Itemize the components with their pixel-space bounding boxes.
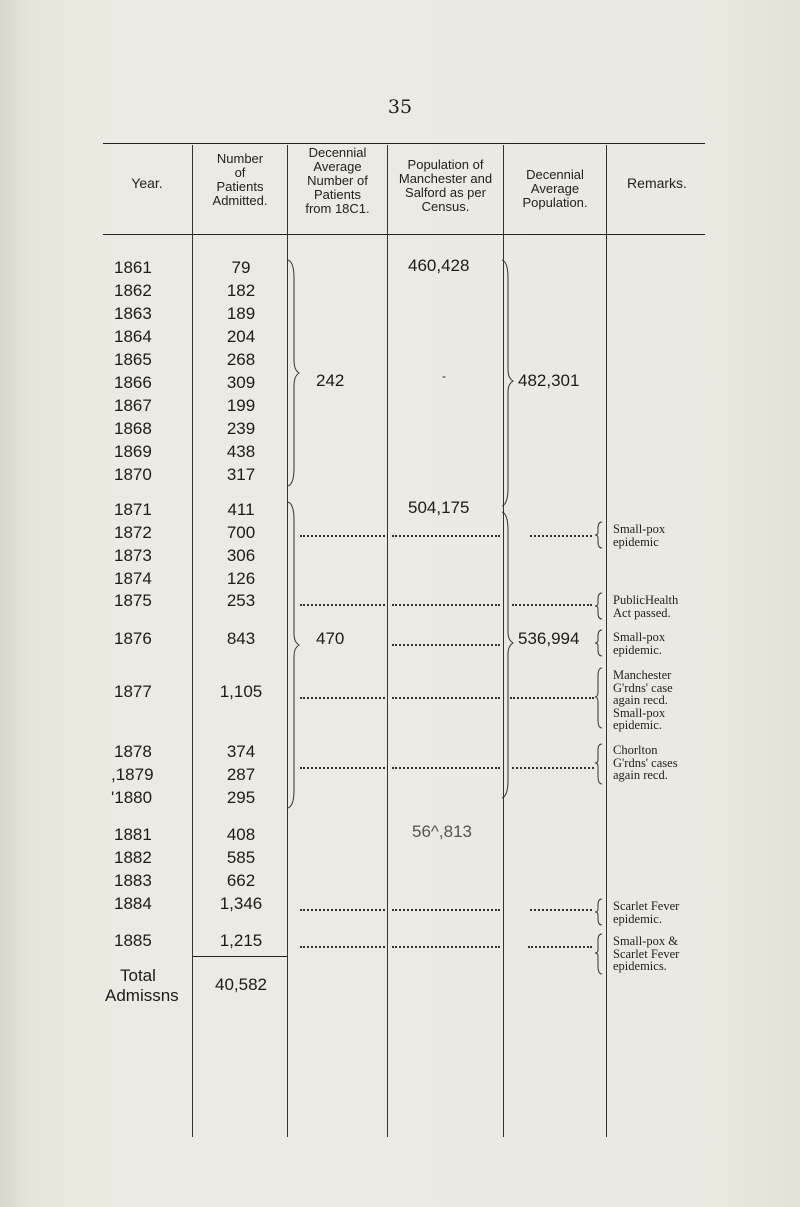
- leader-1872-c5: [530, 534, 592, 537]
- remark-line: G'rdns' case: [613, 680, 673, 695]
- leader-1875-c3: [300, 603, 385, 606]
- admitted-cell: 239: [226, 419, 256, 438]
- year-cell: 1870: [114, 465, 152, 484]
- decennial-avg-population-1871: 536,994: [518, 629, 580, 648]
- header-year: [103, 176, 191, 190]
- leader-1872-c4: [392, 534, 500, 537]
- table-top-rule: [103, 143, 705, 144]
- header-pop-line: Manchester and: [398, 171, 493, 186]
- header-dapop-line: Decennial: [526, 167, 584, 182]
- header-remarks: [607, 176, 707, 190]
- table-header-rule: [103, 234, 705, 235]
- header-year-text: Year.: [131, 175, 163, 191]
- header-dap-line: Average: [313, 159, 362, 174]
- decennial-avg-population-1861: 482,301: [518, 371, 580, 390]
- total-label: Total: [120, 966, 156, 985]
- total-label: Admissns: [105, 986, 179, 1005]
- year-cell: 1867: [114, 396, 152, 415]
- remark-line: again recd.: [613, 768, 668, 782]
- remark-brace-1885: [594, 932, 604, 976]
- remark-brace-1876: [594, 628, 604, 658]
- remark-1878: [613, 744, 723, 782]
- page-number: 35: [387, 96, 413, 118]
- admitted-cell: 126: [226, 569, 256, 588]
- year-cell: 1878: [114, 742, 152, 761]
- year-cell: 1884: [114, 894, 152, 913]
- header-decennial-avg-patients: [288, 146, 387, 216]
- remark-line: Small-pox: [613, 630, 666, 644]
- admitted-cell: 317: [226, 465, 256, 484]
- total-admissions-value: 40,582: [215, 975, 267, 994]
- year-cell: 1872: [114, 523, 152, 542]
- year-cell: 1883: [114, 871, 152, 890]
- header-admitted-line: Number: [216, 151, 264, 166]
- header-dapop-line: Average: [530, 181, 580, 196]
- year-cell: ,1879: [111, 765, 154, 784]
- leader-1885-c3: [300, 945, 385, 948]
- header-dap-line: from 18C1.: [305, 201, 370, 216]
- remark-line: Small-pox: [613, 522, 666, 536]
- year-cell: 1882: [114, 848, 152, 867]
- year-cell: 1869: [114, 442, 152, 461]
- leader-1877-c4: [392, 696, 500, 699]
- population-1871: 504,175: [408, 498, 470, 517]
- admitted-cell: 411: [227, 500, 255, 519]
- leader-1872-c3: [300, 534, 385, 537]
- admitted-cell: 1,105: [219, 682, 263, 701]
- remark-line: Manchester: [613, 668, 672, 682]
- year-cell: 1864: [114, 327, 152, 346]
- year-cell: 1885: [114, 931, 152, 950]
- header-admitted-line: Admitted.: [212, 193, 268, 208]
- year-cell: 1868: [114, 419, 152, 438]
- leader-1884-c3: [300, 908, 385, 911]
- admitted-cell: 843: [226, 629, 256, 648]
- admitted-cell: 189: [226, 304, 256, 323]
- admitted-cell: 199: [226, 396, 256, 415]
- header-pop-line: Census.: [421, 199, 470, 214]
- header-admitted-line: of: [234, 165, 246, 180]
- remark-line: Chorlton: [613, 743, 658, 757]
- remark-line: epidemic.: [613, 642, 662, 657]
- col-divider-3: [387, 145, 388, 1137]
- leader-1885-c4: [392, 945, 500, 948]
- header-pop-line: Population of: [407, 157, 484, 172]
- remark-line: epidemic: [613, 534, 659, 549]
- year-cell: 1876: [114, 629, 152, 648]
- year-cell: 1873: [114, 546, 152, 565]
- total-rule: [193, 956, 287, 957]
- remark-line: Act passed.: [613, 605, 671, 620]
- admitted-cell: 438: [226, 442, 256, 461]
- header-dap-line: Number of: [307, 173, 368, 188]
- admitted-cell: 309: [226, 373, 256, 392]
- admitted-cell: 268: [226, 350, 256, 369]
- decennial-avg-patients-1871: 470: [316, 629, 345, 648]
- leader-1884-c4: [392, 908, 500, 911]
- year-cell: 1877: [114, 682, 152, 701]
- admitted-cell: 585: [226, 848, 256, 867]
- remark-brace-1875: [594, 591, 604, 621]
- decennial-avg-patients-1861: 242: [316, 371, 345, 390]
- col-divider-5: [606, 145, 607, 1137]
- remark-line: epidemics.: [613, 959, 667, 973]
- population-1881: 56^,813: [412, 822, 472, 841]
- admitted-cell: 374: [226, 742, 256, 761]
- leader-1878-c5: [512, 766, 594, 769]
- brace-1861-1870: [286, 258, 300, 488]
- admitted-cell: 1,346: [219, 894, 263, 913]
- leader-1878-c4: [392, 766, 500, 769]
- admitted-cell: 1,215: [219, 931, 263, 950]
- remark-line: epidemic.: [613, 911, 662, 926]
- year-cell: 1871: [114, 500, 152, 519]
- year-cell: 1865: [114, 350, 152, 369]
- admitted-cell: 182: [226, 281, 256, 300]
- year-cell: 1863: [114, 304, 152, 323]
- year-cell: 1874: [114, 569, 152, 588]
- admitted-cell: 700: [226, 523, 256, 542]
- remark-1872: [613, 523, 723, 548]
- admitted-cell: 306: [226, 546, 256, 565]
- remark-line: Small-pox &: [613, 934, 678, 948]
- leader-1875-c5: [512, 603, 592, 606]
- header-dap-line: Decennial: [308, 145, 367, 160]
- year-cell: 1866: [114, 373, 152, 392]
- header-dap-line: Patients: [314, 187, 361, 202]
- header-admitted-line: Patients: [216, 179, 264, 194]
- leader-1878-c3: [300, 766, 385, 769]
- leader-1876-c4: [392, 643, 500, 646]
- header-remarks-text: Remarks.: [627, 175, 687, 191]
- leader-1884-c5: [530, 908, 592, 911]
- remark-line: Scarlet Fever: [613, 899, 680, 913]
- remark-1877: [613, 669, 723, 732]
- year-cell: 1861: [114, 258, 152, 277]
- remark-1876: [613, 631, 723, 656]
- remark-brace-1878: [594, 742, 604, 786]
- year-cell: 1862: [114, 281, 152, 300]
- population-dash: -: [442, 369, 446, 383]
- admitted-cell: 408: [226, 825, 256, 844]
- admitted-cell: 295: [226, 788, 256, 807]
- header-admitted: [193, 152, 287, 208]
- admitted-cell: 253: [226, 591, 256, 610]
- remark-brace-1877: [594, 666, 604, 730]
- remark-line: again recd.: [613, 693, 668, 707]
- remark-brace-1872: [594, 520, 604, 550]
- remark-line: Scarlet Fever: [613, 946, 680, 961]
- leader-1877-c5: [510, 696, 594, 699]
- year-cell: '1880: [111, 788, 153, 807]
- remark-line: epidemic.: [613, 718, 662, 732]
- header-population: [388, 158, 503, 214]
- remark-line: G'rdns' cases: [613, 755, 678, 770]
- remark-line: PublicHealth: [613, 593, 679, 607]
- remark-1885: [613, 935, 723, 973]
- brace-pop-1871: [500, 510, 514, 800]
- admitted-cell: 204: [226, 327, 256, 346]
- col-divider-1: [192, 145, 193, 1137]
- remark-1875: [613, 594, 723, 619]
- remark-line: Small-pox: [613, 705, 666, 720]
- leader-1875-c4: [392, 603, 500, 606]
- brace-1871-1880: [286, 500, 300, 810]
- brace-pop-1861: [500, 258, 514, 508]
- header-dapop-line: Population.: [522, 195, 588, 210]
- admitted-cell: 287: [226, 765, 256, 784]
- admitted-cell: 79: [231, 258, 251, 277]
- header-pop-line: Salford as per: [405, 185, 486, 200]
- remark-brace-1884: [594, 897, 604, 927]
- header-decennial-avg-population: [504, 168, 606, 210]
- remark-1884: [613, 900, 723, 925]
- year-cell: 1875: [114, 591, 152, 610]
- year-cell: 1881: [114, 825, 152, 844]
- leader-1877-c3: [300, 696, 385, 699]
- admitted-cell: 662: [226, 871, 256, 890]
- population-1861: 460,428: [408, 256, 470, 275]
- leader-1885-c5: [528, 945, 592, 948]
